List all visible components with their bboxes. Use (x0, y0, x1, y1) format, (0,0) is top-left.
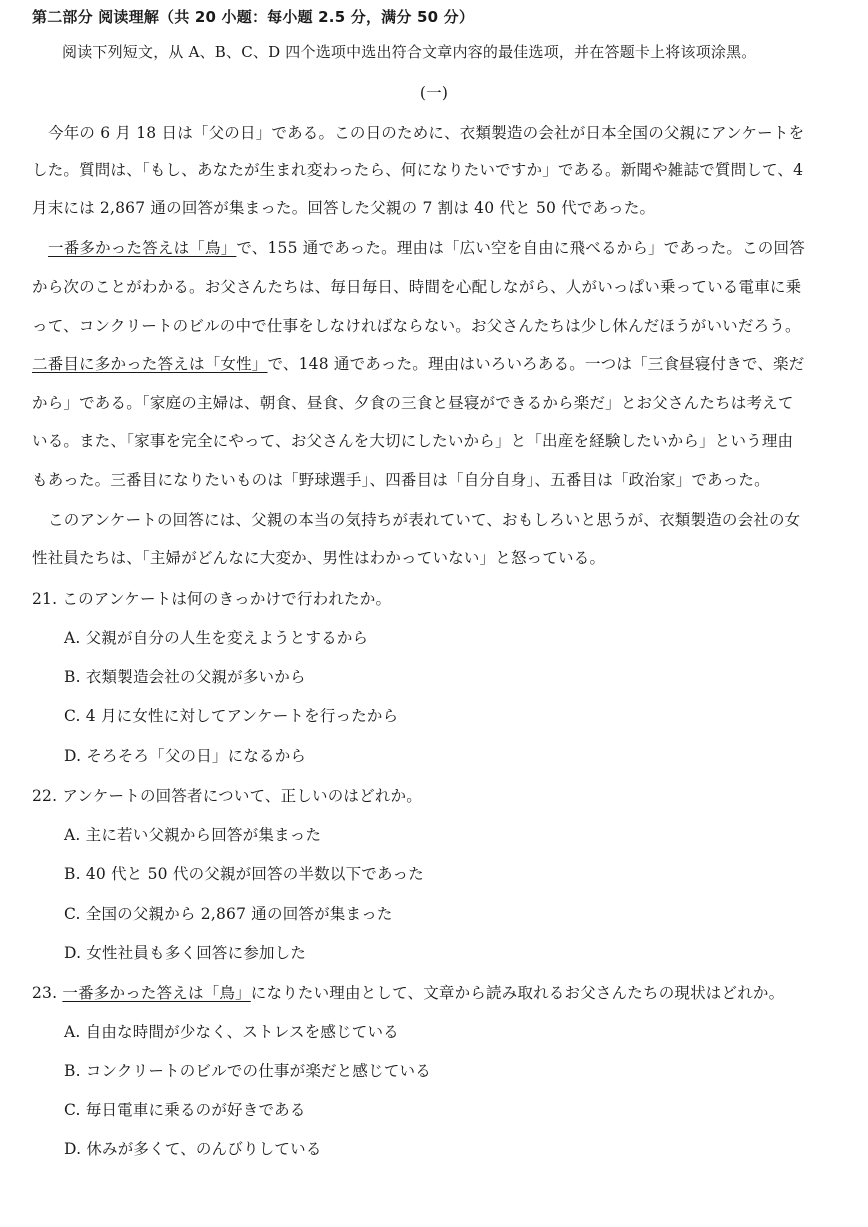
paragraph3-line: このアンケートの回答には、父親の本当の気持ちが表れていて、おもしろいと思うが、衣類製造の会社の女 (48, 511, 801, 529)
question-21-stem: 21. このアンケートは何のきっかけで行われたか。 (32, 590, 392, 608)
question-23-option-c[interactable]: C. 毎日電車に乗るのが好きである (64, 1101, 306, 1119)
paragraph2-line (32, 353, 848, 375)
question-22-option-b[interactable]: B. 40 代と 50 代の父親が回答の半数以下であった (64, 865, 424, 883)
passage-number: (一) (419, 84, 449, 102)
instructions: 阅读下列短文，从 A、B、C、D 四个选项中选出符合文章内容的最佳选项，并在答题卡上将该项涂黑。 (62, 43, 757, 61)
question-22-option-a[interactable]: A. 主に若い父親から回答が集まった (64, 826, 322, 844)
question-23-number: 23. (32, 984, 63, 1002)
paragraph1-line: 月末には 2,867 通の回答が集まった。回答した父親の 7 割は 40 代と 50 代であった。 (32, 199, 656, 217)
question-21-option-d[interactable]: D. そろそろ「父の日」になるから (64, 747, 307, 765)
question-23-option-a[interactable]: A. 自由な時間が少なく、ストレスを感じている (64, 1023, 399, 1041)
paragraph1-line: 今年の 6 月 18 日は「父の日」である。この日のために、衣類製造の会社が日本全国の父親にアンケートを (48, 124, 805, 142)
underlined-phrase-woman: 二番目に多かった答えは「女性」 (32, 355, 268, 373)
paragraph2-line (48, 237, 848, 259)
question-23-stem (32, 982, 848, 1004)
paragraph2-line: から」である。「家庭の主婦は、朝食、昼食、夕食の三食と昼寝ができるから楽だ」とお父さんたちは考えて (32, 394, 794, 412)
question-22-option-c[interactable]: C. 全国の父親から 2,867 通の回答が集まった (64, 905, 393, 923)
question-23-option-d[interactable]: D. 休みが多くて、のんびりしている (64, 1140, 322, 1158)
paragraph2-line: いる。また、「家事を完全にやって、お父さんを大切にしたいから」と「出産を経験したいから」という理由 (32, 432, 794, 450)
question-21-option-b[interactable]: B. 衣類製造会社の父親が多いから (64, 668, 306, 686)
paragraph3-line: 性社員たちは、「主婦がどんなに大変か、男性はわかっていない」と怒っている。 (32, 549, 606, 567)
question-21-option-c[interactable]: C. 4 月に女性に対してアンケートを行ったから (64, 707, 399, 725)
paragraph2-line: もあった。三番目になりたいものは「野球選手」、四番目は「自分自身」、五番目は「政治家」であった。 (32, 471, 770, 489)
paragraph2-text: で、155 通であった。理由は「広い空を自由に飛べるから」であった。この回答 (236, 239, 805, 257)
paragraph2-line: って、コンクリートのビルの中で仕事をしなければならない。お父さんたちは少し休んだほうがいいだろう。 (32, 317, 801, 335)
section-title: 第二部分 阅读理解（共 20 小题：每小题 2.5 分，满分 50 分） (32, 8, 475, 26)
paragraph2-text: で、148 通であった。理由はいろいろある。一つは「三食昼寝付きで、楽だ (267, 355, 805, 373)
paragraph2-line: から次のことがわかる。お父さんたちは、毎日毎日、時間を心配しながら、人がいっぱい乗っている電車に乗 (32, 278, 802, 296)
underlined-phrase-bird: 一番多かった答えは「鳥」 (48, 239, 237, 257)
question-22-option-d[interactable]: D. 女性社員も多く回答に参加した (64, 944, 307, 962)
question-22-stem: 22. アンケートの回答者について、正しいのはどれか。 (32, 787, 422, 805)
paragraph1-line: した。質問は、「もし、あなたが生まれ変わったら、何になりたいですか」である。新聞や雑誌で質問して、4 (32, 161, 804, 179)
question-21-option-a[interactable]: A. 父親が自分の人生を変えようとするから (64, 629, 369, 647)
underlined-phrase-bird: 一番多かった答えは「鳥」 (62, 984, 251, 1002)
question-23-option-b[interactable]: B. コンクリートのビルでの仕事が楽だと感じている (64, 1062, 431, 1080)
question-23-text: になりたい理由として、文章から読み取れるお父さんたちの現状はどれか。 (250, 984, 785, 1002)
